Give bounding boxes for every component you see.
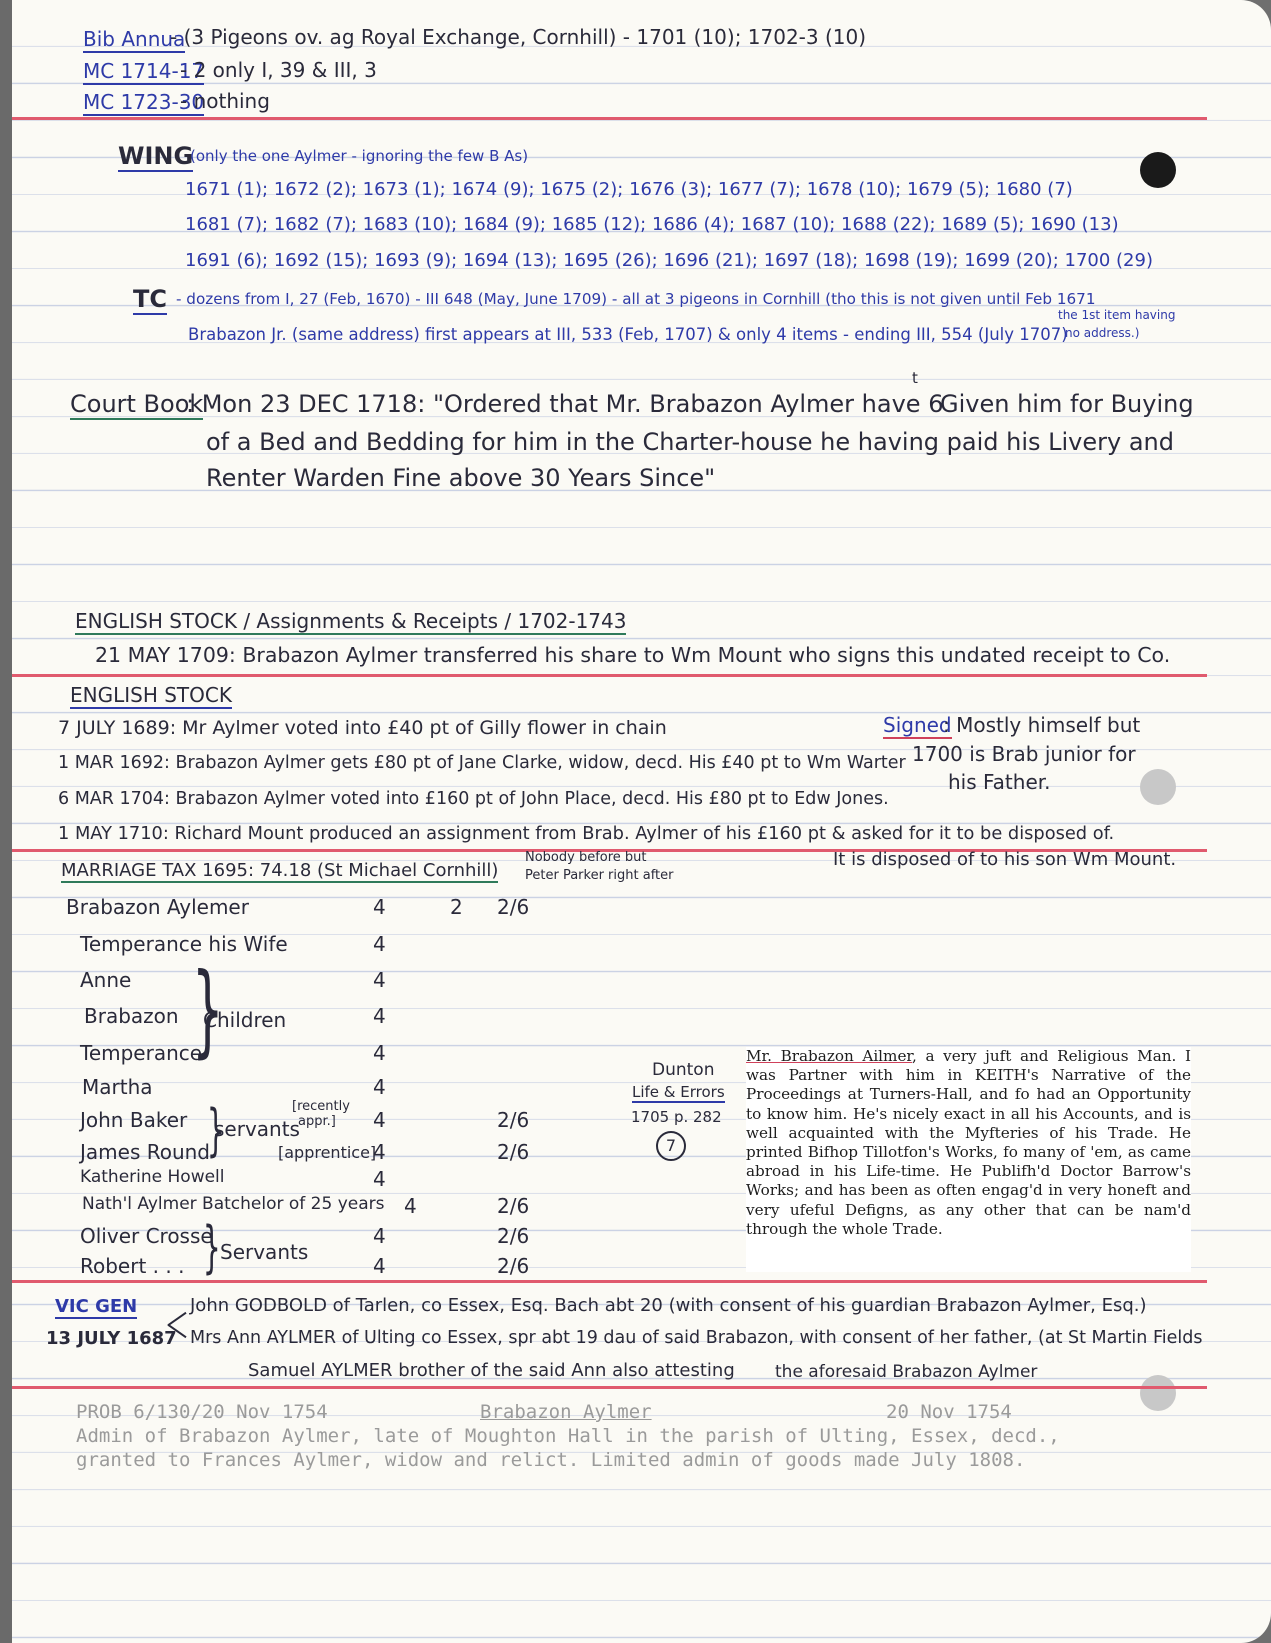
arrow-stroke: [167, 1312, 186, 1326]
separator-line: [12, 117, 1207, 120]
servants-brace: }: [206, 1098, 225, 1163]
prob-line: granted to Frances Aylmer, widow and relict. Limited admin of goods made July 1808.: [76, 1449, 1026, 1471]
prob-date: 20 Nov 1754: [886, 1401, 1012, 1423]
tax-row-name: James Round: [80, 1140, 210, 1164]
printed-clipping: [746, 1047, 1191, 1272]
mc-1714-label: MC 1714-17: [83, 59, 205, 83]
tax-row-name: Katherine Howell: [80, 1167, 225, 1187]
tax-row-c1: 4: [373, 1254, 386, 1278]
wing-row: 1671 (1); 1672 (2); 1673 (1); 1674 (9); 1675 (2); 1676 (3); 1677 (7); 1678 (10); 1679 (5); 1680 (7): [185, 179, 1073, 200]
tax-row-name: Brabazon: [84, 1004, 179, 1028]
page-edge-shadow: [0, 0, 12, 1643]
binder-hole-middle: [1140, 769, 1176, 805]
separator-line: [12, 1280, 1207, 1283]
vic-gen-date: 13 JULY 1687: [46, 1328, 177, 1349]
wing-note: (only the one Aylmer - ignoring the few B As): [190, 147, 529, 165]
binder-hole-bottom: [1140, 1375, 1176, 1411]
marriage-tax-note: Peter Parker right after: [525, 868, 674, 883]
tax-row-c3: 2/6: [497, 1254, 530, 1278]
tax-row-name: Brabazon Aylemer: [66, 895, 249, 919]
tax-row-c2: 2: [450, 895, 463, 919]
dunton-line: Dunton: [652, 1060, 715, 1080]
tax-row-c1: 4: [373, 1108, 386, 1132]
signed-text: : Mostly himself but: [943, 713, 1141, 737]
tax-row-c3: 2/6: [497, 1224, 530, 1248]
signed-label: Signed: [883, 713, 952, 737]
tax-row-c1: 4: [373, 1140, 386, 1164]
recently-appr-note: appr.]: [298, 1114, 336, 1129]
prob-ref: PROB 6/130/20 Nov 1754: [76, 1401, 328, 1423]
tax-row-c1: 4: [373, 1167, 386, 1191]
vic-gen-line2: Mrs Ann AYLMER of Ulting co Essex, spr abt 19 dau of said Brabazon, with consent of her father, (at St Martin Fields: [190, 1328, 1203, 1348]
clipping-text: , a very juft and Religious Man. I was Partner with him in KEITH's Narrative of the Proceedings at Turners-Hall, and fo had an Opportunity to know him. He's nicely exact in all his Accounts, and is well acquainted with the Myfteries of his Trade. He printed Bifhop Tillotfon's Works, fo many of 'em, as came abroad in his Life-time. He Publifh'd Doctor Barrow's Works; and has been as often engag'd in very honeft and very ufeful Defigns, as any other that can be nam'd through the whole Trade.: [746, 1047, 1191, 1238]
separator-line: [12, 674, 1207, 677]
english-stock-disposed: It is disposed of to his son Wm Mount.: [833, 849, 1177, 870]
clipping-name: Mr. Brabazon Ailmer: [746, 1047, 913, 1065]
tax-row-c1: 4: [373, 1004, 386, 1028]
tax-row-c3: 2/6: [497, 1140, 530, 1164]
wing-row: 1691 (6); 1692 (15); 1693 (9); 1694 (13); 1695 (26); 1696 (21); 1697 (18); 1698 (19); 1699 (20); 1700 (29): [185, 250, 1153, 271]
bib-annua-text: - (3 Pigeons ov. ag Royal Exchange, Cornhill) - 1701 (10); 1702-3 (10): [170, 25, 867, 49]
apprentice-note: [apprentice]: [278, 1143, 377, 1162]
vic-gen-line1: John GODBOLD of Tarlen, co Essex, Esq. Bach abt 20 (with consent of his guardian Brabazon Aylmer, Esq.): [190, 1295, 1147, 1316]
recently-appr-note: [recently: [292, 1099, 350, 1114]
tax-row-name: Oliver Crosse: [80, 1224, 213, 1248]
court-book-superscript: t: [912, 369, 918, 387]
english-stock-entry: 1 MAR 1692: Brabazon Aylmer gets £80 pt of Jane Clarke, widow, decd. His £40 pt to Wm Warter: [58, 753, 906, 773]
tax-row-c1: 4: [373, 968, 386, 992]
court-book-line2: of a Bed and Bedding for him in the Charter-house he having paid his Livery and: [206, 428, 1174, 456]
tax-row-c1: 4: [373, 1041, 386, 1065]
marriage-tax-note: Nobody before but: [525, 850, 647, 865]
tax-row-name: Nath'l Aylmer Batchelor of 25 years: [82, 1194, 385, 1214]
wing-row: 1681 (7); 1682 (7); 1683 (10); 1684 (9); 1685 (12); 1686 (4); 1687 (10); 1688 (22); 1689 (5); 1690 (13): [185, 214, 1119, 235]
signed-text: his Father.: [948, 770, 1051, 794]
tc-label: TC: [133, 285, 167, 313]
tc-line1: - dozens from I, 27 (Feb, 1670) - III 648 (May, June 1709) - all at 3 pigeons in Cornhill (tho this is not given until Feb 1671: [176, 290, 1096, 308]
vic-gen-line3: Samuel AYLMER brother of the said Ann also attesting: [248, 1360, 735, 1381]
tax-row-c3: 2/6: [497, 895, 530, 919]
vic-gen-label: VIC GEN: [55, 1296, 138, 1317]
marriage-tax-label: MARRIAGE TAX 1695: 74.18 (St Michael Cornhill): [61, 860, 499, 881]
court-book-line1: : Mon 23 DEC 1718: "Ordered that Mr. Brabazon Aylmer have 6: [186, 390, 944, 418]
tax-row-c1: 4: [373, 1075, 386, 1099]
dunton-circled-number: 7: [656, 1131, 686, 1161]
tax-row-name: Anne: [80, 968, 132, 992]
prob-name: Brabazon Aylmer: [480, 1401, 652, 1423]
wing-label: WING: [118, 142, 194, 170]
tax-row-c1: 4: [404, 1194, 417, 1218]
mc-1723-text: - nothing: [180, 89, 270, 113]
children-label: Children: [203, 1008, 287, 1032]
tc-note: no address.): [1065, 326, 1140, 340]
tax-row-name: Temperance his Wife: [80, 932, 288, 956]
prob-line: Admin of Brabazon Aylmer, late of Moughton Hall in the parish of Ulting, Essex, decd.,: [76, 1425, 1060, 1447]
english-stock-assign-entry: 21 MAY 1709: Brabazon Aylmer transferred his share to Wm Mount who signs this undated receipt to Co.: [95, 643, 1171, 667]
english-stock-label: ENGLISH STOCK: [70, 683, 232, 707]
english-stock-entry: 1 MAY 1710: Richard Mount produced an assignment from Brab. Aylmer of his £160 pt & asked for it to be disposed of.: [58, 823, 1115, 844]
court-book-line1-end: Given him for Buying: [940, 390, 1194, 418]
servants-label: servants: [214, 1117, 300, 1141]
tax-row-c1: 4: [373, 1224, 386, 1248]
mc-1714-text: - 2 only I, 39 & III, 3: [180, 58, 377, 82]
separator-line: [12, 1386, 1207, 1389]
tc-line2: Brabazon Jr. (same address) first appears at III, 533 (Feb, 1707) & only 4 items - ending III, 554 (July 1707): [188, 325, 1068, 344]
mc-1723-label: MC 1723-30: [83, 90, 205, 114]
english-stock-entry: 6 MAR 1704: Brabazon Aylmer voted into £160 pt of John Place, decd. His £80 pt to Edw Jones.: [58, 789, 889, 809]
tax-row-c1: 4: [373, 895, 386, 919]
tax-row-c3: 2/6: [497, 1108, 530, 1132]
binder-hole-top: [1140, 152, 1176, 188]
court-book-line3: Renter Warden Fine above 30 Years Since": [206, 464, 716, 492]
bib-annua-label: Bib Annua: [83, 27, 186, 51]
english-stock-entry: 7 JULY 1689: Mr Aylmer voted into £40 pt of Gilly flower in chain: [58, 717, 667, 739]
tax-row-name: Temperance: [80, 1041, 203, 1065]
tax-row-name: Martha: [82, 1075, 153, 1099]
tax-row-name: John Baker: [80, 1108, 188, 1132]
vic-gen-line3-right: the aforesaid Brabazon Aylmer: [775, 1362, 1038, 1382]
tax-row-name: Robert . . .: [80, 1254, 185, 1278]
children-brace: }: [191, 951, 224, 1068]
english-stock-assign-label: ENGLISH STOCK / Assignments & Receipts / 1702-1743: [75, 609, 627, 633]
court-book-label: Court Book: [70, 390, 204, 418]
tax-row-c1: 4: [373, 932, 386, 956]
tc-note: the 1st item having: [1058, 308, 1176, 322]
tax-row-c3: 2/6: [497, 1194, 530, 1218]
servants2-label: Servants: [220, 1240, 309, 1264]
signed-text: 1700 is Brab junior for: [912, 742, 1136, 766]
servants2-brace: }: [202, 1215, 221, 1280]
dunton-line: 1705 p. 282: [631, 1108, 722, 1126]
dunton-line: Life & Errors: [632, 1083, 725, 1101]
